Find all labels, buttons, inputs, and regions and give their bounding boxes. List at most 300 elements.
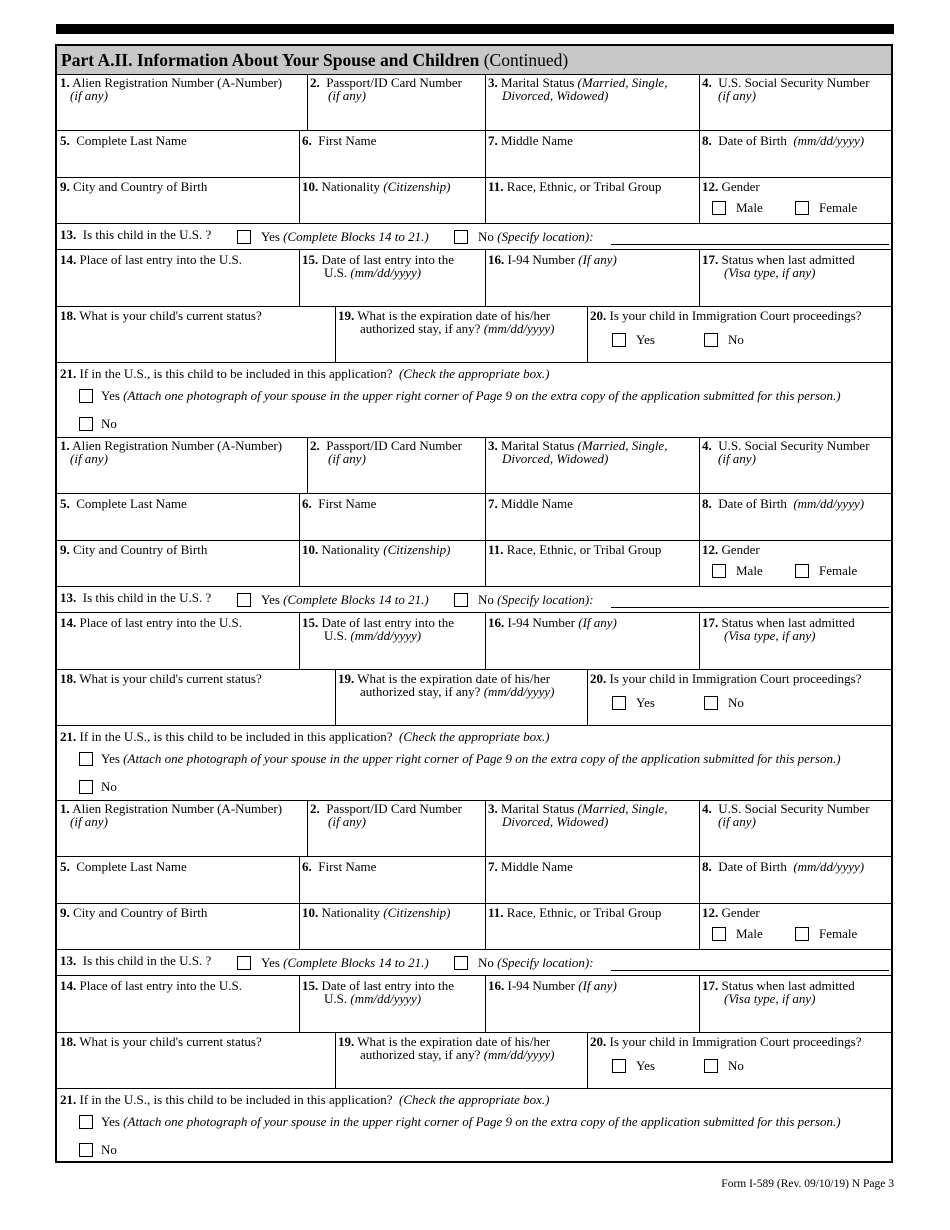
label-text: (Check the appropriate box.) [399,1092,550,1107]
label-text: (mm/dd/yyyy) [483,684,555,699]
label-text: 20. [590,671,607,686]
rule-line [57,306,891,307]
court-yes-checkbox[interactable] [612,696,626,710]
label-text: U.S. [324,991,348,1006]
label-text: (Check the appropriate box.) [399,729,550,744]
field-place-last-entry[interactable] [57,615,299,669]
rule-line [57,975,891,976]
field-nationality[interactable] [299,905,485,949]
label-text: Place of last entry into the U.S. [79,615,242,630]
field-marital-status[interactable] [485,75,699,130]
label-text: Divorced, Widowed) [502,451,609,466]
rule-line [57,177,891,178]
label-text: Passport/ID Card Number [326,801,463,816]
court-yes-option[interactable] [612,1058,655,1074]
label-text: 20. [590,1034,607,1049]
field-ssn[interactable] [699,438,891,493]
label-text: 10. [302,905,319,920]
label-text: (mm/dd/yyyy) [350,991,422,1006]
label-text: 17. [702,252,719,267]
rule-line [57,493,891,494]
rule-line [299,975,300,1032]
label-text: What is the expiration date of his/her [357,1034,551,1049]
male-checkbox[interactable] [712,564,726,578]
rule-line [307,438,308,493]
field-date-of-birth[interactable] [699,496,891,540]
label-text: Is this child in the U.S. ? [82,227,212,242]
label-text: 19. [338,1034,355,1049]
in-us-yes-option[interactable] [237,592,429,608]
include-no-checkbox[interactable] [79,780,93,794]
court-yes-checkbox[interactable] [612,333,626,347]
include-no-checkbox[interactable] [79,417,93,431]
label-text: 7. [488,133,498,148]
label-text: Passport/ID Card Number [326,438,463,453]
field-passport-number[interactable] [307,75,485,130]
female-checkbox[interactable] [795,201,809,215]
label-text: (mm/dd/yyyy) [793,859,865,874]
label-text: Complete Last Name [76,133,187,148]
label-text: 14. [60,615,77,630]
label-text: 4. [702,801,712,816]
include-yes-checkbox[interactable] [79,389,93,403]
field-date-of-birth[interactable] [699,859,891,903]
gender-female-option[interactable] [795,200,857,216]
field-current-status[interactable] [57,671,335,725]
label-text: 8. [702,859,712,874]
label-text: If in the U.S., is this child to be included in this application? [79,729,393,744]
label-text: 15. [302,978,319,993]
label-text: 5. [60,859,70,874]
label-text: 6. [302,496,312,511]
label-text: 11. [488,542,504,557]
label-text: Race, Ethnic, or Tribal Group [506,542,662,557]
label-text: Is your child in Immigration Court proceedings? [609,671,862,686]
location-input-line[interactable] [611,970,889,971]
label-text: Alien Registration Number (A-Number) [72,438,283,453]
field-current-status[interactable] [57,1034,335,1088]
field-status-last-admitted[interactable] [699,252,891,306]
label-text: 20. [590,308,607,323]
label-text: Yes [101,1114,120,1129]
rule-line [335,306,336,362]
label-text: authorized stay, if any? [360,321,481,336]
label-text: 6. [302,133,312,148]
field-date-of-birth[interactable] [699,133,891,177]
rule-line [699,249,700,306]
label-text: No [478,955,494,970]
rule-line [485,975,486,1032]
label-text: Status when last admitted [721,252,855,267]
field-race-ethnic[interactable] [485,179,699,223]
field-middle-name[interactable] [485,133,699,177]
label-text: 3. [488,75,498,90]
label-text: U.S. [324,628,348,643]
rule-line [699,75,700,223]
rule-line [307,801,308,856]
in-us-no-checkbox[interactable] [454,230,468,244]
field-a-number[interactable] [57,438,307,493]
field-place-last-entry[interactable] [57,978,299,1032]
label-text: (Visa type, if any) [724,628,816,643]
label-text: No [728,332,744,347]
label-text: (if any) [328,814,366,829]
rule-line [57,612,891,613]
label-text: No [728,1058,744,1073]
label-text: 5. [60,496,70,511]
include-yes-checkbox[interactable] [79,752,93,766]
court-no-checkbox[interactable] [704,1059,718,1073]
label-text: No [101,416,117,431]
in-us-no-checkbox[interactable] [454,593,468,607]
label-text: What is your child's current status? [79,1034,262,1049]
court-no-checkbox[interactable] [704,696,718,710]
court-yes-option[interactable] [612,332,655,348]
rule-line [307,75,308,130]
rule-line [699,438,700,586]
label-text: (Complete Blocks 14 to 21.) [283,229,429,244]
label-text: (Married, Single, [577,438,668,453]
include-yes-option[interactable] [79,1114,841,1130]
rule-line [335,669,336,725]
label-text: (Specify location): [497,955,594,970]
label-text: 5. [60,133,70,148]
field-marital-status[interactable] [485,438,699,493]
rule-line [57,249,891,250]
label-text: I-94 Number [507,252,576,267]
label-text: U.S. Social Security Number [718,75,870,90]
label-text: No [101,779,117,794]
label-text: Male [736,200,763,215]
form-footer: Form I-589 (Rev. 09/10/19) N Page 3 [721,1178,894,1190]
label-text: 12. [702,905,719,920]
label-text: (if any) [70,88,108,103]
field-a-number[interactable] [57,801,307,856]
label-text: Complete Last Name [76,496,187,511]
field-current-status[interactable] [57,308,335,362]
label-text: 3. [488,438,498,453]
label-text: (Citizenship) [383,179,451,194]
label-text: If in the U.S., is this child to be included in this application? [79,1092,393,1107]
label-text: Is this child in the U.S. ? [82,590,212,605]
gender-female-option[interactable] [795,926,857,942]
label-text: Date of last entry into the [321,978,454,993]
label-text: 3. [488,801,498,816]
rule-line [485,612,486,669]
label-text: Nationality [321,542,380,557]
label-text: 7. [488,859,498,874]
field-race-ethnic[interactable] [485,542,699,586]
label-text: (if any) [70,451,108,466]
label-text: 1. [60,801,70,816]
label-text: 19. [338,671,355,686]
female-checkbox[interactable] [795,564,809,578]
male-checkbox[interactable] [712,201,726,215]
label-text: (if any) [718,88,756,103]
label-text: U.S. Social Security Number [718,801,870,816]
label-text: U.S. Social Security Number [718,438,870,453]
field-passport-number[interactable] [307,801,485,856]
field-first-name[interactable] [299,496,485,540]
label-text: Passport/ID Card Number [326,75,463,90]
label-text: 16. [488,615,505,630]
label-text: 1. [60,75,70,90]
field-i94-number[interactable] [485,978,699,1032]
rule-line [299,130,300,223]
label-text: What is your child's current status? [79,671,262,686]
gender-male-option[interactable] [712,926,763,942]
label-text: 10. [302,179,319,194]
label-text: (Check the appropriate box.) [399,366,550,381]
label-text: Nationality [321,179,380,194]
label-text: 11. [488,179,504,194]
label-text: 16. [488,978,505,993]
label-text: 18. [60,671,77,686]
field-status-last-admitted[interactable] [699,978,891,1032]
label-text: (Attach one photograph of your spouse in the upper right corner of Page 9 on the extra copy of the application submitted for this person.) [123,1114,841,1129]
field-ssn[interactable] [699,75,891,130]
form-section [55,44,893,1163]
in-us-no-option[interactable] [454,592,594,608]
label-text: No [728,695,744,710]
label-text: 9. [60,542,70,557]
label-text: If in the U.S., is this child to be included in this application? [79,366,393,381]
include-no-option[interactable] [79,416,117,432]
label-text: 6. [302,859,312,874]
label-text: Male [736,563,763,578]
court-no-checkbox[interactable] [704,333,718,347]
label-text: 2. [310,438,320,453]
rule-line [57,856,891,857]
label-text: (Visa type, if any) [724,991,816,1006]
label-text: Female [819,200,858,215]
label-text: Middle Name [501,133,573,148]
label-text: Is this child in the U.S. ? [82,953,212,968]
label-text: Date of last entry into the [321,615,454,630]
rule-line [335,1032,336,1088]
in-us-yes-checkbox[interactable] [237,593,251,607]
field-first-name[interactable] [299,133,485,177]
location-input-line[interactable] [611,607,889,608]
field-middle-name[interactable] [485,859,699,903]
rule-line [587,1032,588,1088]
field-nationality[interactable] [299,179,485,223]
label-text: City and Country of Birth [73,905,208,920]
field-date-last-entry[interactable] [299,252,485,306]
rule-line [485,75,486,223]
field-expiration-date[interactable] [335,308,587,362]
label-text: Yes [636,695,655,710]
field-middle-name[interactable] [485,496,699,540]
top-rule [56,24,894,34]
label-text: Place of last entry into the U.S. [79,978,242,993]
court-no-option[interactable] [704,695,744,711]
label-text: 17. [702,615,719,630]
field-i94-number[interactable] [485,252,699,306]
field-city-country-birth[interactable] [57,905,299,949]
label-text: 8. [702,496,712,511]
label-text: Yes [261,955,280,970]
field-expiration-date[interactable] [335,1034,587,1088]
label-text: Marital Status [501,801,575,816]
label-text: Is your child in Immigration Court proceedings? [609,1034,862,1049]
label-text: What is the expiration date of his/her [357,671,551,686]
field-city-country-birth[interactable] [57,542,299,586]
include-yes-option[interactable] [79,388,841,404]
label-text: (if any) [718,451,756,466]
field-include-in-application [57,729,891,747]
label-text: 2. [310,75,320,90]
label-text: (if any) [328,451,366,466]
in-us-no-checkbox[interactable] [454,956,468,970]
court-no-option[interactable] [704,332,744,348]
label-text: 9. [60,905,70,920]
rule-line [699,612,700,669]
location-input-line[interactable] [611,244,889,245]
rule-line [57,903,891,904]
include-no-option[interactable] [79,1142,117,1158]
label-text: Gender [721,179,760,194]
label-text: Place of last entry into the U.S. [79,252,242,267]
rule-line [587,306,588,362]
label-text: (Married, Single, [577,75,668,90]
label-text: 9. [60,179,70,194]
label-text: 17. [702,978,719,993]
label-text: What is your child's current status? [79,308,262,323]
label-text: 10. [302,542,319,557]
section-header [57,46,891,75]
field-include-in-application [57,366,891,384]
field-first-name[interactable] [299,859,485,903]
label-text: No [478,229,494,244]
field-date-last-entry[interactable] [299,615,485,669]
label-text: 11. [488,905,504,920]
label-text: 16. [488,252,505,267]
label-text: (Specify location): [497,592,594,607]
in-us-no-option[interactable] [454,955,594,971]
label-text: Nationality [321,905,380,920]
label-text: (Married, Single, [577,801,668,816]
label-text: (mm/dd/yyyy) [350,628,422,643]
field-marital-status[interactable] [485,801,699,856]
label-text: authorized stay, if any? [360,684,481,699]
label-text: 15. [302,252,319,267]
label-text: No [101,1142,117,1157]
label-text: 4. [702,438,712,453]
female-checkbox[interactable] [795,927,809,941]
label-text: Divorced, Widowed) [502,88,609,103]
field-passport-number[interactable] [307,438,485,493]
court-no-option[interactable] [704,1058,744,1074]
label-text: What is the expiration date of his/her [357,308,551,323]
label-text: 14. [60,252,77,267]
label-text: 21. [60,366,77,381]
field-city-country-birth[interactable] [57,179,299,223]
label-text: Alien Registration Number (A-Number) [72,75,283,90]
include-yes-option[interactable] [79,751,841,767]
label-text: Yes [261,592,280,607]
court-yes-checkbox[interactable] [612,1059,626,1073]
block-separator [57,437,891,438]
label-text: First Name [318,133,377,148]
field-nationality[interactable] [299,542,485,586]
label-text: 13. [60,953,77,968]
label-text: 15. [302,615,319,630]
label-text: Is your child in Immigration Court proceedings? [609,308,862,323]
label-text: (Attach one photograph of your spouse in the upper right corner of Page 9 on the extra copy of the application submitted for this person.) [123,751,841,766]
field-a-number[interactable] [57,75,307,130]
rule-line [57,223,891,224]
court-yes-option[interactable] [612,695,655,711]
block-separator [57,800,891,801]
label-text: 14. [60,978,77,993]
include-yes-checkbox[interactable] [79,1115,93,1129]
field-ssn[interactable] [699,801,891,856]
include-no-checkbox[interactable] [79,1143,93,1157]
label-text: U.S. [324,265,348,280]
label-text: Status when last admitted [721,978,855,993]
label-text: I-94 Number [507,615,576,630]
in-us-yes-checkbox[interactable] [237,230,251,244]
section-continued: (Continued) [483,50,569,70]
label-text: Race, Ethnic, or Tribal Group [506,179,662,194]
label-text: Middle Name [501,496,573,511]
rule-line [299,249,300,306]
rule-line [57,949,891,950]
label-text: Yes [636,1058,655,1073]
in-us-yes-option[interactable] [237,229,429,245]
label-text: 12. [702,179,719,194]
label-text: (mm/dd/yyyy) [483,1047,555,1062]
label-text: (if any) [70,814,108,829]
include-no-option[interactable] [79,779,117,795]
field-i94-number[interactable] [485,615,699,669]
label-text: (Complete Blocks 14 to 21.) [283,592,429,607]
label-text: (if any) [718,814,756,829]
in-us-no-option[interactable] [454,229,594,245]
label-text: Female [819,563,858,578]
field-race-ethnic[interactable] [485,905,699,949]
rule-line [57,1088,891,1089]
gender-male-option[interactable] [712,563,763,579]
label-text: (Specify location): [497,229,594,244]
male-checkbox[interactable] [712,927,726,941]
label-text: (mm/dd/yyyy) [350,265,422,280]
label-text: First Name [318,859,377,874]
label-text: (mm/dd/yyyy) [793,496,865,511]
label-text: Divorced, Widowed) [502,814,609,829]
in-us-yes-checkbox[interactable] [237,956,251,970]
field-last-name[interactable] [57,859,299,903]
label-text: (If any) [578,615,617,630]
label-text: Male [736,926,763,941]
gender-female-option[interactable] [795,563,857,579]
field-last-name[interactable] [57,496,299,540]
field-place-last-entry[interactable] [57,252,299,306]
field-date-last-entry[interactable] [299,978,485,1032]
rule-line [57,130,891,131]
label-text: 18. [60,1034,77,1049]
field-status-last-admitted[interactable] [699,615,891,669]
label-text: I-94 Number [507,978,576,993]
rule-line [699,975,700,1032]
in-us-yes-option[interactable] [237,955,429,971]
label-text: (Attach one photograph of your spouse in the upper right corner of Page 9 on the extra copy of the application submitted for this person.) [123,388,841,403]
field-expiration-date[interactable] [335,671,587,725]
label-text: 7. [488,496,498,511]
field-last-name[interactable] [57,133,299,177]
gender-male-option[interactable] [712,200,763,216]
